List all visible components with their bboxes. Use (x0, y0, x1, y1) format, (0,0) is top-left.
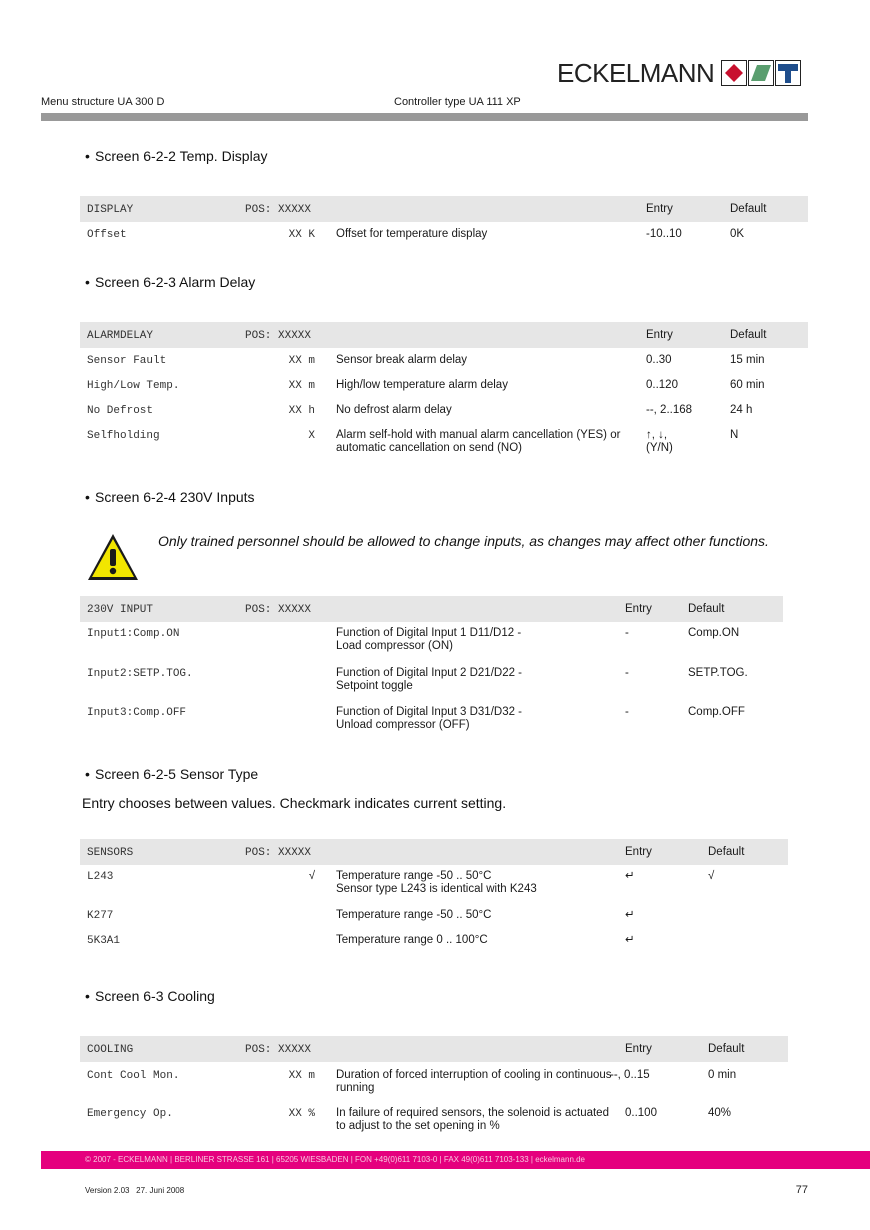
table-header-row (80, 1036, 788, 1062)
section-heading-230v-inputs (85, 489, 255, 505)
row-entry-enter-icon: ↵ (625, 870, 635, 882)
warning-message: Only trained personnel should be allowed to change inputs, as changes may affect other functions. (158, 533, 769, 549)
row-name: High/Low Temp. (87, 380, 180, 392)
row-description: Sensor break alarm delay (336, 354, 468, 366)
logo-green-parallelogram-icon (748, 60, 774, 86)
section-heading-sensor-type (85, 766, 258, 782)
row-description: High/low temperature alarm delay (336, 379, 508, 391)
row-name: L243 (87, 871, 114, 883)
row-value: XX K (288, 229, 315, 241)
row-name: Input1:Comp.ON (87, 628, 180, 640)
header-pos: POS: XXXXX (245, 1044, 312, 1056)
row-checkmark: √ (308, 870, 315, 882)
row-default: Comp.OFF (688, 706, 745, 718)
row-name: K277 (87, 910, 114, 922)
bullet: • (85, 148, 90, 164)
row-description-line1: Duration of forced interruption of cooling in continuous (336, 1069, 612, 1081)
header-default: Default (730, 329, 767, 341)
header-default: Default (688, 603, 725, 615)
row-description-line2: automatic cancellation on send (NO) (336, 442, 523, 454)
row-default: N (730, 429, 739, 441)
header-divider-bar (41, 113, 808, 121)
section-heading-temp-display (85, 148, 267, 164)
row-description-line2: running (336, 1082, 375, 1094)
header-entry: Entry (625, 846, 652, 858)
warning-triangle-icon (85, 531, 141, 583)
row-entry: 0..120 (646, 379, 678, 391)
row-value: XX m (288, 1070, 315, 1082)
bullet: • (85, 489, 90, 505)
row-name: Input3:Comp.OFF (87, 707, 187, 719)
section-heading-cooling (85, 988, 215, 1004)
section-heading-alarm-delay (85, 274, 255, 290)
row-description: Temperature range -50 .. 50°C (336, 909, 492, 921)
row-default: SETP.TOG. (688, 667, 748, 679)
row-name: No Defrost (87, 405, 154, 417)
row-entry: --, 0..15 (610, 1069, 650, 1081)
logo-text: ECKELMANN (557, 58, 715, 88)
bullet: • (85, 766, 90, 782)
row-description-line1: Alarm self-hold with manual alarm cancellation (YES) or (336, 429, 621, 441)
row-description-line1: Function of Digital Input 1 D11/D12 - (336, 627, 522, 639)
row-description-line2: to adjust to the set opening in % (336, 1120, 500, 1132)
bullet: • (85, 988, 90, 1004)
row-entry-line2: (Y/N) (646, 442, 673, 454)
header-pos: POS: XXXXX (245, 604, 312, 616)
row-entry: -10..10 (646, 228, 682, 240)
row-default: 60 min (730, 379, 765, 391)
heading-text: Screen 6-2-3 Alarm Delay (95, 274, 256, 290)
header-pos: POS: XXXXX (245, 204, 312, 216)
row-value: XX m (288, 355, 315, 367)
heading-text: Screen 6-2-4 230V Inputs (95, 489, 255, 505)
row-name: Sensor Fault (87, 355, 167, 367)
row-name: Input2:SETP.TOG. (87, 668, 193, 680)
header-document-title: Menu structure UA 300 D (41, 96, 165, 108)
row-description-line2: Load compressor (ON) (336, 640, 453, 652)
row-name: 5K3A1 (87, 935, 121, 947)
table-header-row (80, 839, 788, 865)
table-header-row (80, 322, 808, 348)
header-name: 230V INPUT (87, 604, 154, 616)
row-description-line1: Temperature range -50 .. 50°C (336, 870, 492, 882)
header-name: SENSORS (87, 847, 134, 859)
row-default: 15 min (730, 354, 765, 366)
header-name: ALARMDELAY (87, 330, 154, 342)
row-entry-enter-icon: ↵ (625, 934, 635, 946)
row-value: X (308, 430, 315, 442)
logo-red-diamond-icon (721, 60, 747, 86)
row-default: 40% (708, 1107, 732, 1119)
header-default: Default (708, 846, 745, 858)
header-default: Default (708, 1043, 745, 1055)
row-description: Temperature range 0 .. 100°C (336, 934, 488, 946)
row-entry-line1: ↑, ↓, (646, 429, 668, 441)
logo-blue-t-icon (775, 60, 801, 86)
table-230v-inputs (80, 596, 783, 741)
row-entry-enter-icon: ↵ (625, 909, 635, 921)
footer-company-info: © 2007 - ECKELMANN | BERLINER STRASSE 161 | 65205 WIESBADEN | FON +49(0)611 7103-0 | FAX 49(0)611 7103-133 | eckelmann.de (85, 1155, 586, 1164)
header-name: COOLING (87, 1044, 134, 1056)
table-cooling (80, 1036, 788, 1136)
table-temp-display (80, 196, 808, 246)
header-entry: Entry (625, 603, 652, 615)
row-entry: - (625, 667, 629, 679)
row-default: Comp.ON (688, 627, 740, 639)
header-entry: Entry (646, 203, 673, 215)
row-entry: 0..30 (646, 354, 672, 366)
row-value: XX % (288, 1108, 315, 1120)
row-value: XX h (288, 405, 315, 417)
row-name: Cont Cool Mon. (87, 1070, 180, 1082)
footer-version: Version 2.03 27. Juni 2008 (85, 1186, 185, 1195)
header-controller-type: Controller type UA 111 XP (394, 96, 521, 108)
header-entry: Entry (625, 1043, 652, 1055)
row-description: No defrost alarm delay (336, 404, 452, 416)
heading-text: Screen 6-3 Cooling (95, 988, 215, 1004)
heading-text: Screen 6-2-5 Sensor Type (95, 766, 259, 782)
table-alarm-delay (80, 322, 808, 462)
row-description-line1: Function of Digital Input 3 D31/D32 - (336, 706, 523, 718)
header-default: Default (730, 203, 767, 215)
row-value: XX m (288, 380, 315, 392)
row-entry: - (625, 627, 629, 639)
header-name: DISPLAY (87, 204, 134, 216)
row-entry: 0..100 (625, 1107, 657, 1119)
row-default: 0K (730, 228, 745, 240)
row-name: Emergency Op. (87, 1108, 173, 1120)
row-description: Offset for temperature display (336, 228, 488, 240)
eckelmann-logo (557, 58, 801, 88)
row-name: Selfholding (87, 430, 160, 442)
heading-text: Screen 6-2-2 Temp. Display (95, 148, 268, 164)
table-header-row (80, 196, 808, 222)
header-pos: POS: XXXXX (245, 847, 312, 859)
row-description-line1: In failure of required sensors, the solenoid is actuated (336, 1107, 609, 1119)
header-pos: POS: XXXXX (245, 330, 312, 342)
row-entry: --, 2..168 (646, 404, 693, 416)
row-description-line2: Sensor type L243 is identical with K243 (336, 883, 537, 895)
row-description-line2: Setpoint toggle (336, 680, 413, 692)
row-description-line2: Unload compressor (OFF) (336, 719, 470, 731)
bullet: • (85, 274, 90, 290)
row-description-line1: Function of Digital Input 2 D21/D22 - (336, 667, 523, 679)
table-sensors (80, 839, 788, 954)
row-entry: - (625, 706, 629, 718)
header-entry: Entry (646, 329, 673, 341)
row-default: 0 min (708, 1069, 737, 1081)
row-default: 24 h (730, 404, 753, 416)
table-header-row (80, 596, 783, 622)
row-default-checkmark: √ (708, 870, 715, 882)
row-name: Offset (87, 229, 127, 241)
sensor-type-paragraph: Entry chooses between values. Checkmark indicates current setting. (82, 795, 507, 811)
page-number: 77 (795, 1184, 808, 1196)
